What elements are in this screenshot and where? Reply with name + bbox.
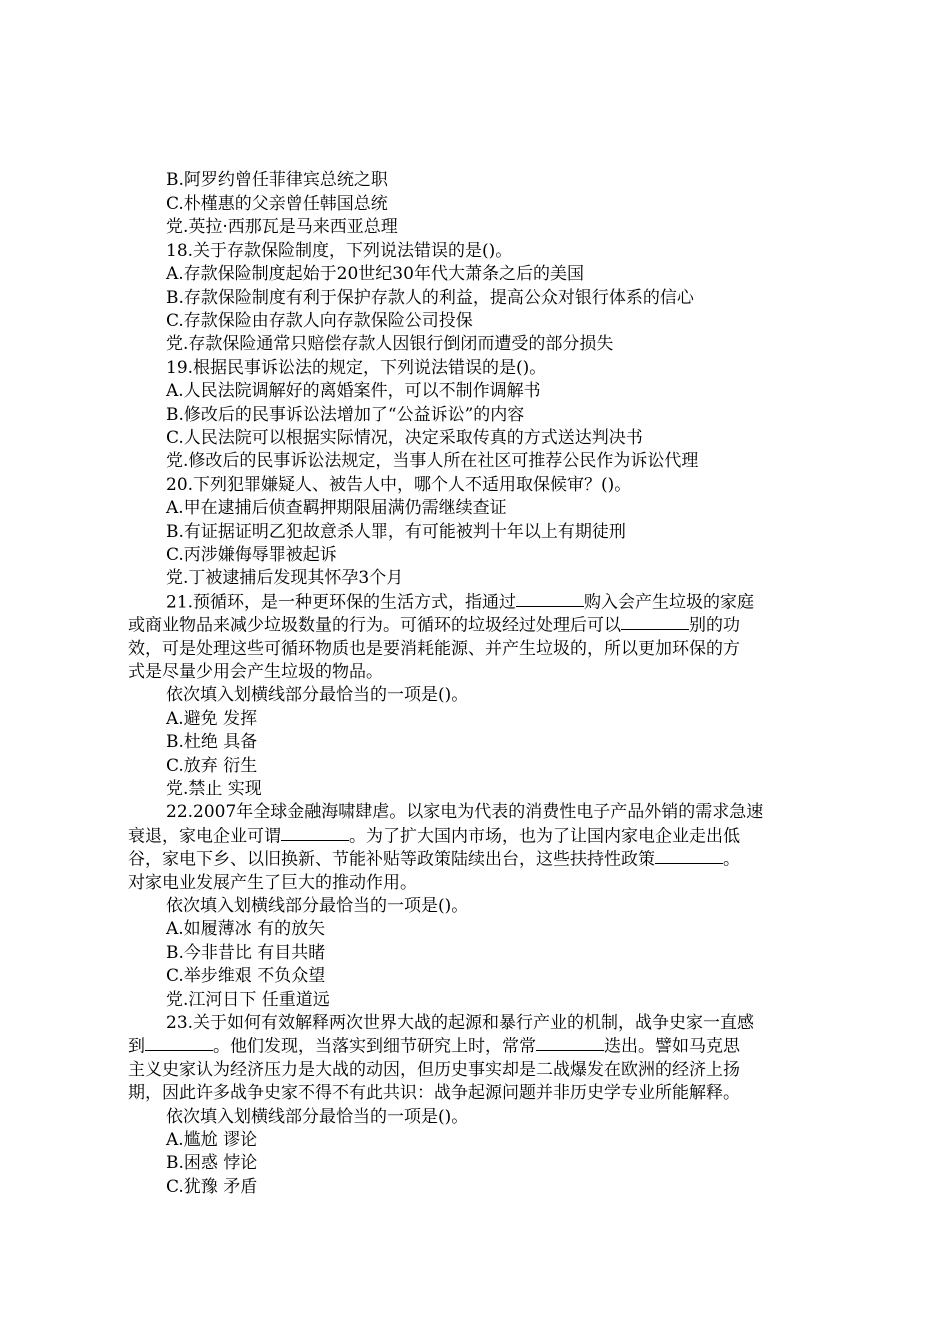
option-b-q19: B.修改后的民事诉讼法增加了“公益诉讼”的内容 bbox=[166, 405, 525, 425]
option-d-q22: 党.江河日下 任重道远 bbox=[166, 990, 330, 1010]
option-d-q21: 党.禁止 实现 bbox=[166, 779, 262, 799]
instruction-q23: 依次填入划横线部分最恰当的一项是()。 bbox=[166, 1107, 469, 1127]
answer-blank bbox=[516, 591, 584, 607]
option-b-q18: B.存款保险制度有利于保护存款人的利益，提高公众对银行体系的信心 bbox=[166, 288, 694, 308]
option-b-q21: B.杜绝 具备 bbox=[166, 732, 258, 752]
option-c-q20: C.丙涉嫌侮辱罪被起诉 bbox=[166, 545, 337, 565]
answer-blank bbox=[655, 848, 723, 864]
option-c-q21: C.放弃 衍生 bbox=[166, 756, 258, 776]
option-b-q22: B.今非昔比 有目共睹 bbox=[166, 943, 326, 963]
question-19: 19.根据民事诉讼法的规定，下列说法错误的是()。 bbox=[166, 358, 547, 378]
question-23-line-1: 23.关于如何有效解释两次世界大战的起源和暴行产业的机制，战争史家一直感 bbox=[166, 1013, 755, 1033]
question-20: 20.下列犯罪嫌疑人、被告人中，哪个人不适用取保候审？()。 bbox=[166, 475, 632, 495]
answer-blank bbox=[536, 1035, 604, 1051]
option-b-q23: B.困惑 悖论 bbox=[166, 1153, 258, 1173]
question-22-line-1: 22.2007年全球金融海啸肆虐。以家电为代表的消费性电子产品外销的需求急速 bbox=[166, 802, 764, 822]
question-21-line-1: 21.预循环，是一种更环保的生活方式，指通过 购入会产生垃圾的家庭 bbox=[166, 592, 755, 613]
answer-blank bbox=[621, 614, 689, 630]
option-c-q17: C.朴槿惠的父亲曾任韩国总统 bbox=[166, 194, 388, 214]
question-23-line-2: 到 。他们发现，当落实到细节研究上时，常常 迭出。譬如马克思 bbox=[128, 1036, 740, 1057]
option-a-q19: A.人民法院调解好的离婚案件，可以不制作调解书 bbox=[166, 381, 541, 401]
option-d-q19: 党.修改后的民事诉讼法规定，当事人所在社区可推荐公民作为诉讼代理 bbox=[166, 451, 699, 471]
instruction-q21: 依次填入划横线部分最恰当的一项是()。 bbox=[166, 685, 469, 705]
question-21-line-4: 式是尽量少用会产生垃圾的物品。 bbox=[128, 662, 383, 682]
option-d-q20: 党.丁被逮捕后发现其怀孕3个月 bbox=[166, 568, 404, 588]
answer-blank bbox=[145, 1035, 213, 1051]
question-21-line-3: 效，可是处理这些可循环物质也是要消耗能源、并产生垃圾的，所以更加环保的方 bbox=[128, 639, 740, 659]
option-a-q20: A.甲在逮捕后侦查羁押期限届满仍需继续查证 bbox=[166, 498, 507, 518]
option-a-q18: A.存款保险制度起始于20世纪30年代大萧条之后的美国 bbox=[166, 264, 584, 284]
question-23-line-3: 主义史家认为经济压力是大战的动因，但历史事实却是二战爆发在欧洲的经济上扬 bbox=[128, 1060, 740, 1080]
question-23-line-4: 期，因此许多战争史家不得不有此共识：战争起源问题并非历史学专业所能解释。 bbox=[128, 1083, 740, 1103]
option-c-q19: C.人民法院可以根据实际情况，决定采取传真的方式送达判决书 bbox=[166, 428, 643, 448]
option-a-q21: A.避免 发挥 bbox=[166, 709, 258, 729]
question-22-line-3: 谷，家电下乡、以旧换新、节能补贴等政策陆续出台，这些扶持性政策 。 bbox=[128, 849, 740, 870]
question-22-line-4: 对家电业发展产生了巨大的推动作用。 bbox=[128, 873, 417, 893]
option-d-q17: 党.英拉·西那瓦是马来西亚总理 bbox=[166, 217, 398, 237]
option-c-q23: C.犹豫 矛盾 bbox=[166, 1177, 258, 1197]
question-22-line-2: 衰退，家电企业可谓 。为了扩大国内市场，也为了让国内家电企业走出低 bbox=[128, 826, 740, 847]
option-a-q22: A.如履薄冰 有的放矢 bbox=[166, 919, 326, 939]
option-a-q23: A.尴尬 谬论 bbox=[166, 1130, 258, 1150]
option-c-q18: C.存款保险由存款人向存款保险公司投保 bbox=[166, 311, 473, 331]
question-21-line-2: 或商业物品来减少垃圾数量的行为。可循环的垃圾经过处理后可以 别的功 bbox=[128, 615, 740, 636]
option-d-q18: 党.存款保险通常只赔偿存款人因银行倒闭而遭受的部分损失 bbox=[166, 334, 614, 354]
option-b-q17: B.阿罗约曾任菲律宾总统之职 bbox=[166, 170, 388, 190]
option-c-q22: C.举步维艰 不负众望 bbox=[166, 966, 326, 986]
option-b-q20: B.有证据证明乙犯故意杀人罪，有可能被判十年以上有期徒刑 bbox=[166, 522, 626, 542]
question-18: 18.关于存款保险制度，下列说法错误的是()。 bbox=[166, 241, 513, 261]
answer-blank bbox=[281, 825, 349, 841]
instruction-q22: 依次填入划横线部分最恰当的一项是()。 bbox=[166, 896, 469, 916]
